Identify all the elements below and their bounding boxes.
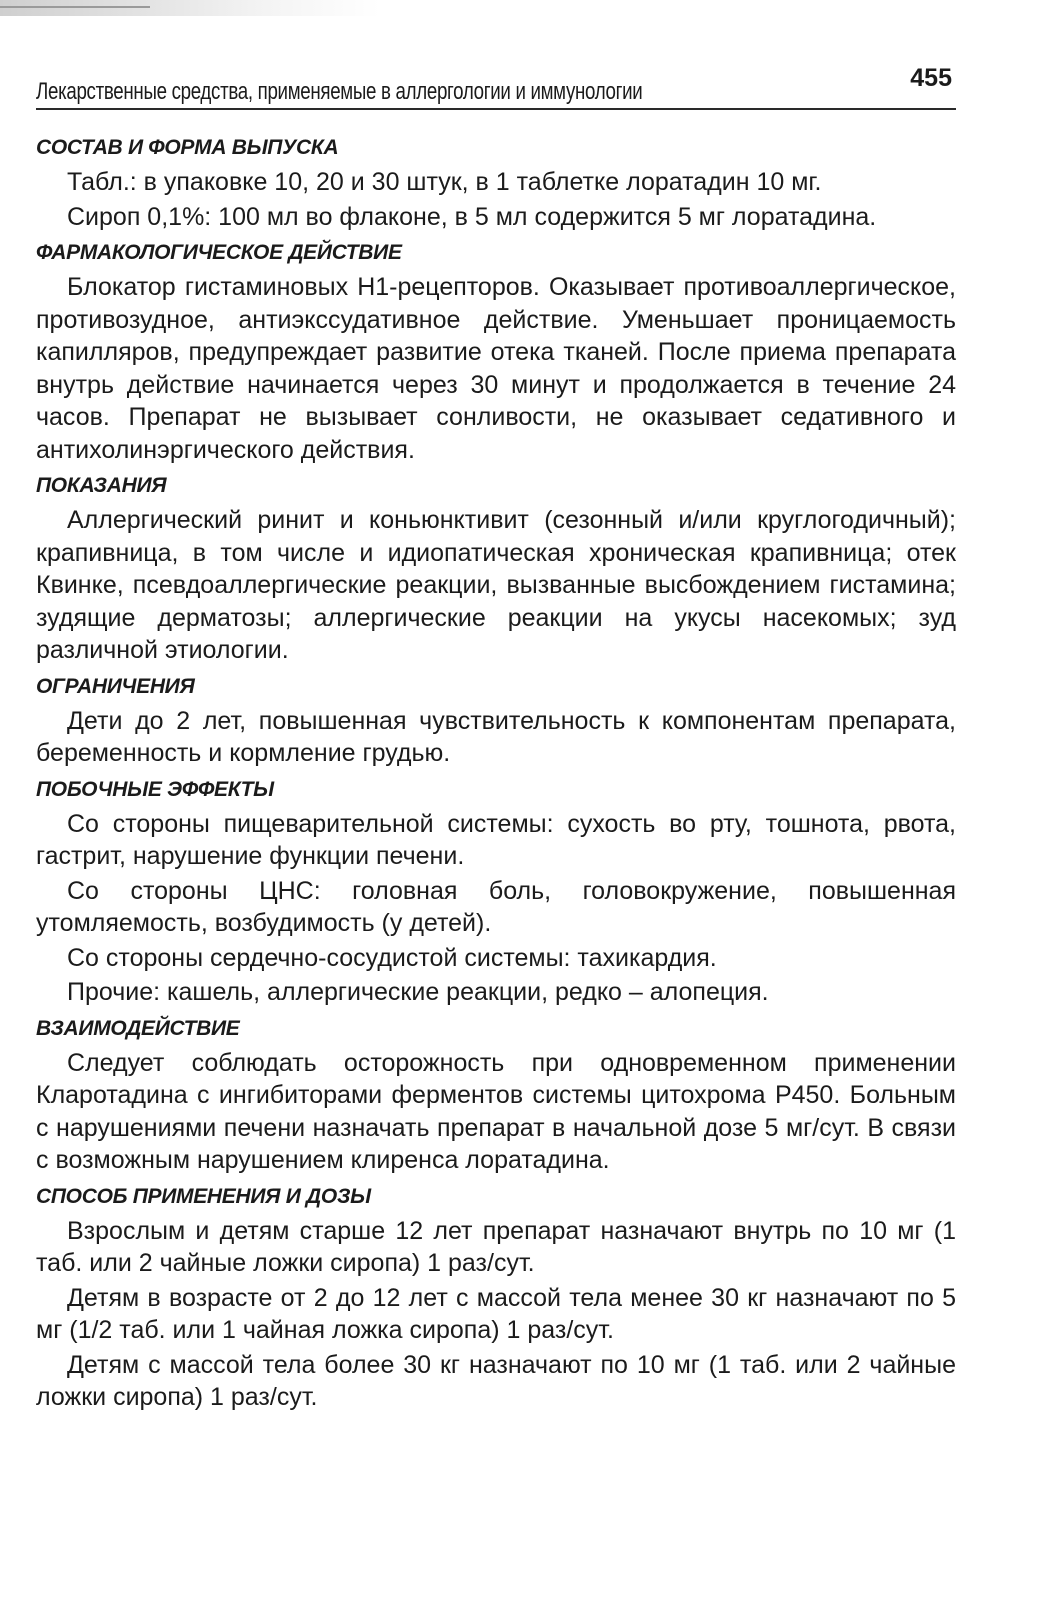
section-indications [36, 472, 956, 667]
scan-edge-line [0, 6, 150, 8]
page-number: 455 [910, 64, 952, 92]
paragraph: Детям в возрасте от 2 до 12 лет с массой тела менее 30 кг назначают по 5 мг (1/2 таб. или 1 чайная ложка сиропа) 1 раз/сут. [36, 1283, 956, 1344]
paragraph: Дети до 2 лет, повышенная чувствительность к компонентам препарата, беременность и кормление грудью. [36, 706, 956, 767]
section-restrictions [36, 673, 956, 770]
page-body [36, 128, 956, 1414]
section-side-effects [36, 776, 956, 1009]
paragraph: Со стороны пищеварительной системы: сухость во рту, тошнота, рвота, гастрит, нарушение функции печени. [36, 809, 956, 870]
section-heading: ПОКАЗАНИЯ [36, 474, 167, 497]
paragraph: Взрослым и детям старше 12 лет препарат назначают внутрь по 10 мг (1 таб. или 2 чайные ложки сиропа) 1 раз/сут. [36, 1216, 956, 1277]
paragraph: Детям с массой тела более 30 кг назначают по 10 мг (1 таб. или 2 чайные ложки сиропа) 1 раз/сут. [36, 1350, 956, 1411]
paragraph: Аллергический ринит и коньюнктивит (сезонный и/или круглогодичный); крапивница, в том числе и идиопатическая хроническая крапивница; отек Квинке, псевдоаллергические реакции, вызванные высбождением гистамина; зудящие дерматозы; аллергические реакции на укусы насекомых; зуд различной этиологии. [36, 506, 956, 664]
section-composition [36, 134, 956, 233]
page-header [36, 62, 956, 110]
section-heading: ФАРМАКОЛОГИЧЕСКОЕ ДЕЙСТВИЕ [36, 241, 402, 264]
section-heading: СОСТАВ И ФОРМА ВЫПУСКА [36, 136, 339, 159]
section-heading: СПОСОБ ПРИМЕНЕНИЯ И ДОЗЫ [36, 1184, 371, 1208]
paragraph: Блокатор гистаминовых Н1-рецепторов. Оказывает противоаллергическое, противозудное, антиэкссудативное действие. Уменьшает проницаемость капилляров, предупреждает развитие отека тканей. После приема препарата внутрь действие начинается через 30 минут и продолжается в течение 24 часов. Препарат не вызывает сонливости, не оказывает седативного и антихолинэргического действия. [36, 273, 956, 464]
section-heading: ПОБОЧНЫЕ ЭФФЕКТЫ [36, 777, 274, 801]
paragraph: Следует соблюдать осторожность при одновременном применении Кларотадина с ингибиторами ферментов системы цитохрома Р450. Больным с нарушениями печени назначать препарат в начальной дозе 5 мг/сут. В связи с возможным нарушением клиренса лоратадина. [36, 1048, 956, 1174]
section-pharmacology [36, 239, 956, 466]
paragraph: Табл.: в упаковке 10, 20 и 30 штук, в 1 таблетке лоратадин 10 мг. [67, 168, 822, 196]
scan-edge-shadow [0, 0, 380, 16]
paragraph: Сироп 0,1%: 100 мл во флаконе, в 5 мл содержится 5 мг лоратадина. [67, 202, 877, 231]
section-dosage [36, 1183, 956, 1414]
paragraph: Со стороны сердечно-сосудистой системы: тахикардия. [67, 943, 717, 972]
section-heading: ОГРАНИЧЕНИЯ [36, 674, 195, 698]
section-heading: ВЗАИМОДЕЙСТВИЕ [36, 1016, 240, 1040]
paragraph: Прочие: кашель, аллергические реакции, редко – алопеция. [67, 978, 769, 1006]
paragraph: Со стороны ЦНС: головная боль, головокружение, повышенная утомляемость, возбудимость (у детей). [36, 876, 956, 937]
running-title: Лекарственные средства, применяемые в аллергологии и иммунологии [36, 78, 643, 105]
section-interaction [36, 1015, 956, 1177]
